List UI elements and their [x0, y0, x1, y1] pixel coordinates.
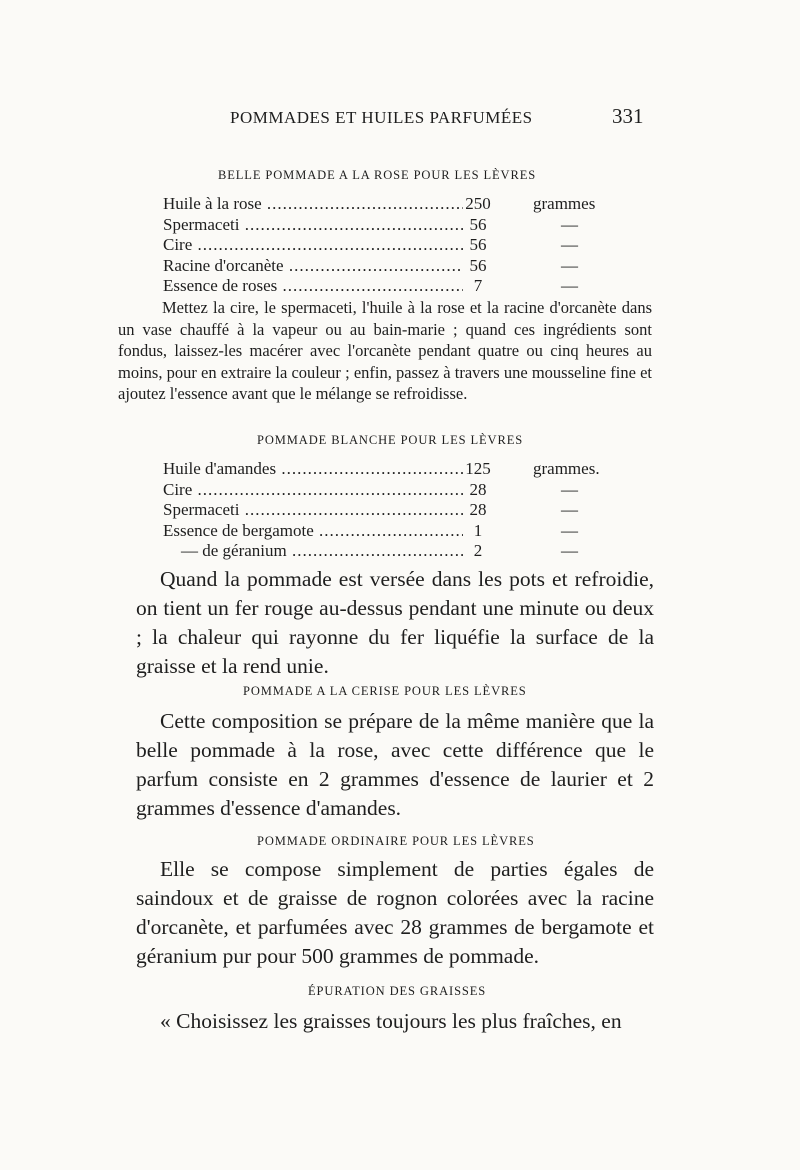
section-title-rose: BELLE POMMADE A LA ROSE POUR LES LÈVRES	[218, 168, 537, 182]
ingredient-list-rose	[163, 194, 643, 297]
running-title: POMMADES ET HUILES PARFUMÉES	[230, 108, 533, 127]
ingredient-row	[163, 215, 643, 236]
ingredient-name: Huile d'amandes .....	[163, 459, 463, 479]
ingredient-unit: grammes.	[533, 459, 600, 478]
ingredient-name: Huile à la rose .....	[163, 194, 463, 214]
ingredient-unit: —	[561, 500, 578, 519]
ingredient-unit: —	[561, 214, 578, 234]
ingredient-unit: —	[561, 235, 578, 254]
paragraph-epuration	[136, 1007, 654, 1036]
ingredient-row	[163, 256, 643, 277]
ingredient-row	[163, 500, 643, 521]
ingredient-name: Essence de bergamote .....	[163, 521, 463, 541]
ingredient-qty: 250	[463, 194, 493, 214]
ingredient-row	[163, 541, 643, 562]
ingredient-qty: 28	[463, 480, 493, 500]
ingredient-list-blanche	[163, 459, 643, 562]
ingredient-name: Racine d'orcanète .....	[163, 256, 463, 276]
ingredient-row	[163, 521, 643, 542]
paragraph-text: Quand la pommade est versée dans les pots et refroidie, on tient un fer rouge au-dessus pendant une minute ou deux ; la chaleur qui rayonne du fer liquéfie la surface de la graisse et la rend unie.	[136, 567, 654, 678]
ingredient-qty: 7	[463, 276, 493, 296]
paragraph-rose	[118, 297, 652, 405]
ingredient-row	[163, 276, 643, 297]
page-number: 331	[612, 104, 644, 128]
paragraph-text: « Choisissez les graisses toujours les plus fraîches, en	[160, 1009, 622, 1033]
ingredient-row	[163, 480, 643, 501]
section-title-blanche: POMMADE BLANCHE POUR LES LÈVRES	[257, 433, 524, 447]
ingredient-row	[163, 459, 643, 480]
ingredient-name: Essence de roses .....	[163, 276, 463, 296]
section-title-ordinaire: POMMADE ORDINAIRE POUR LES LÈVRES	[257, 834, 535, 848]
ingredient-name: Cire .....	[163, 480, 463, 500]
paragraph-cerise	[136, 707, 654, 823]
ingredient-unit: —	[561, 276, 578, 295]
ingredient-qty: 56	[463, 256, 493, 276]
ingredient-unit: grammes	[533, 194, 596, 213]
ingredient-name: Spermaceti .....	[163, 500, 463, 520]
ingredient-qty: 1	[463, 521, 493, 541]
section-title-cerise: POMMADE A LA CERISE POUR LES LÈVRES	[243, 684, 527, 698]
ingredient-row	[163, 194, 643, 215]
ingredient-unit: —	[561, 520, 578, 540]
ingredient-qty: 56	[463, 215, 493, 235]
ingredient-unit: —	[561, 255, 578, 275]
ingredient-name: Spermaceti .....	[163, 215, 463, 235]
ingredient-qty: 28	[463, 500, 493, 520]
ingredient-qty: 2	[463, 541, 493, 561]
paragraph-text: Cette composition se prépare de la même manière que la belle pommade à la rose, avec cette différence que le parfum consiste en 2 grammes d'essence de laurier et 2 grammes d'essence d'amandes.	[136, 709, 654, 820]
paragraph-text: Elle se compose simplement de parties égales de saindoux et de graisse de rognon colorées avec la racine d'orcanète, et parfumées avec 28 grammes de bergamote et géranium pur pour 500 grammes de pommade.	[136, 857, 654, 968]
ingredient-qty: 125	[463, 459, 493, 479]
section-title-epuration: ÉPURATION DES GRAISSES	[308, 984, 487, 998]
ingredient-unit: —	[561, 479, 578, 499]
ingredient-name: Cire .....	[163, 235, 463, 255]
paragraph-text: Mettez la cire, le spermaceti, l'huile à la rose et la racine d'orcanète dans un vase chauffé à la vapeur ou au bain-marie ; quand ces ingrédients sont fondus, laissez-les macérer avec l'orcanète pendant quatre ou cinq heures au moins, pour en extraire la couleur ; enfin, passez à travers une mousseline fine et ajoutez l'essence avant que le mélange se refroidisse.	[118, 298, 652, 403]
ingredient-name: — de géranium .....	[163, 541, 481, 561]
paragraph-ordinaire	[136, 855, 654, 971]
ingredient-unit: —	[561, 541, 578, 560]
ingredient-qty: 56	[463, 235, 493, 255]
paragraph-blanche	[136, 565, 654, 681]
ingredient-row	[163, 235, 643, 256]
